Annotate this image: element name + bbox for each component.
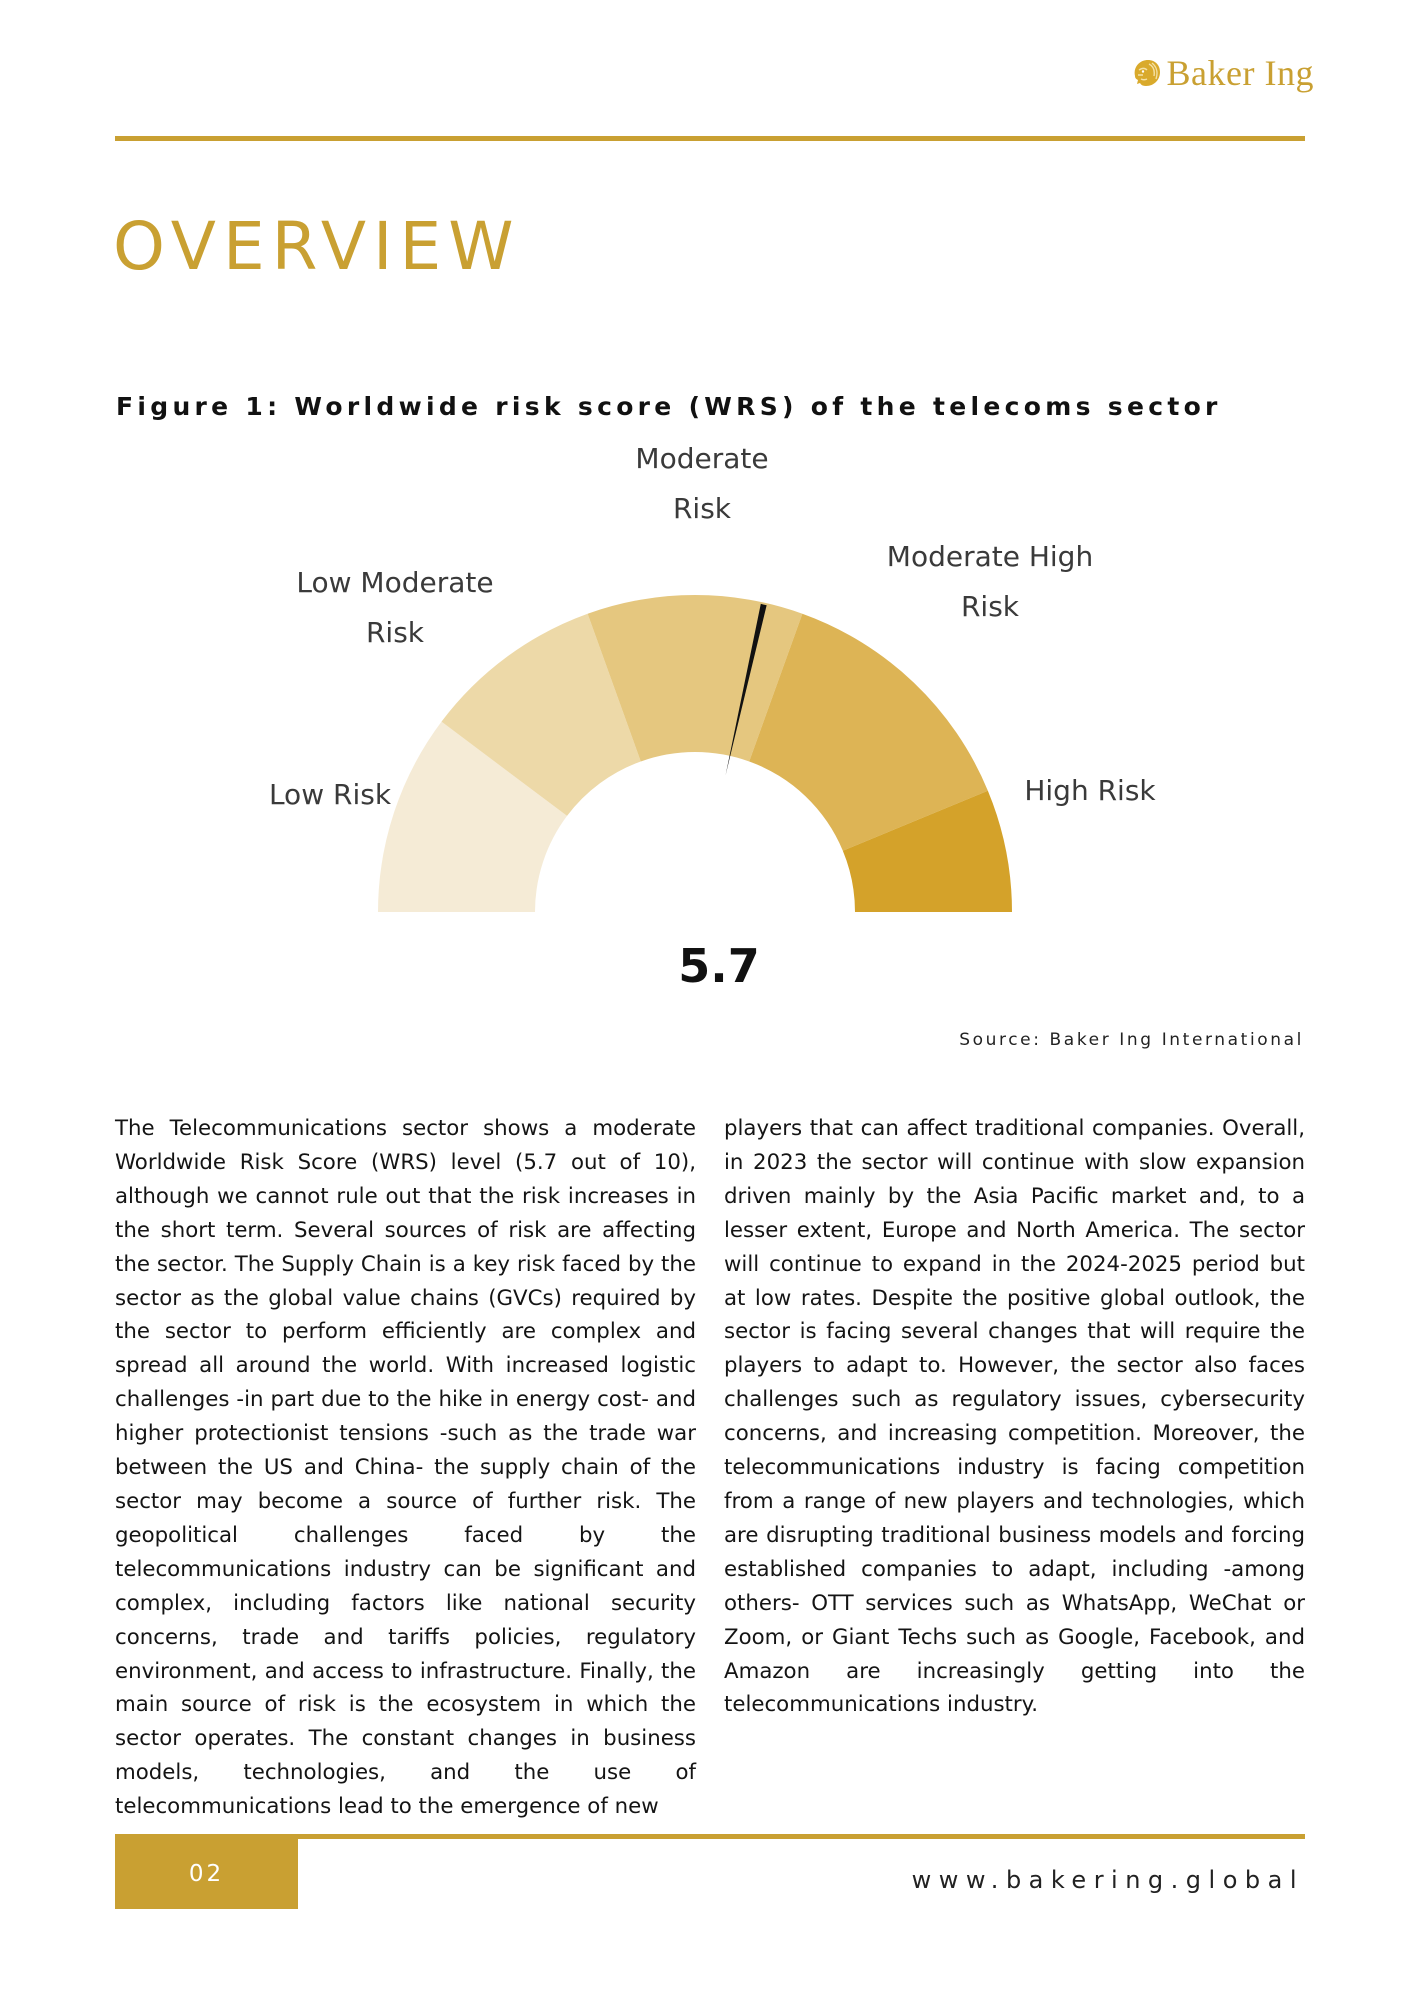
gauge-label: Moderate Risk <box>635 442 769 525</box>
page-number: 02 <box>115 1838 298 1909</box>
body-column-left: The Telecommunications sector shows a moderate Worldwide Risk Score (WRS) level (5.7 out of 10), although we cannot rule out that the risk increases in the short term. Several sources of risk are affecting the sector. The Supply Chain is a key risk faced by the sector as the global value chains (GVCs) required by the sector to perform efficiently are complex and spread all around the world. With increased logistic challenges -in part due to the hike in energy cost- and higher protectionist tensions -such as the trade war between the US and China- the supply chain of the sector may become a source of further risk. The geopolitical challenges faced by the telecommunications industry can be significant and complex, including factors like national security concerns, trade and tariffs policies, regulatory environment, and access to infrastructure. Finally, the main source of risk is the ecosystem in which the sector operates. The constant changes in business models, technologies, and the use of telecommunications lead to the emergence of new <box>115 1116 696 1820</box>
body-text <box>115 1112 1305 1824</box>
body-column-right: players that can affect traditional companies. Overall, in 2023 the sector will continue with slow expansion driven mainly by the Asia Pacific market and, to a lesser extent, Europe and North America. The sector will continue to expand in the 2024-2025 period but at low rates. Despite the positive global outlook, the sector is facing several changes that will require the players to adapt to. However, the sector also faces challenges such as regulatory issues, cybersecurity concerns, and increasing competition. Moreover, the telecommunications industry is facing competition from a range of new players and technologies, which are disrupting traditional business models and forcing established companies to adapt, including -among others- OTT services such as WhatsApp, WeChat or Zoom, or Giant Techs such as Google, Facebook, and Amazon are increasingly getting into the telecommunications industry. <box>724 1116 1305 1718</box>
brand-name: Baker Ing <box>1166 53 1314 93</box>
gauge-segments <box>378 595 1012 912</box>
gauge-label: Low Moderate Risk <box>296 566 494 649</box>
gauge-label: Low Risk <box>268 778 392 811</box>
gauge-label: High Risk <box>1024 774 1156 807</box>
figure-source: Source: Baker Ing International <box>959 1030 1304 1050</box>
page-title: OVERVIEW <box>113 208 521 285</box>
figure-caption: Figure 1: Worldwide risk score (WRS) of the telecoms sector <box>116 392 1222 421</box>
footer-url[interactable]: www.bakering.global <box>911 1866 1304 1894</box>
gauge-label: Moderate High Risk <box>886 540 1094 623</box>
gauge-value: 5.7 <box>678 939 760 993</box>
